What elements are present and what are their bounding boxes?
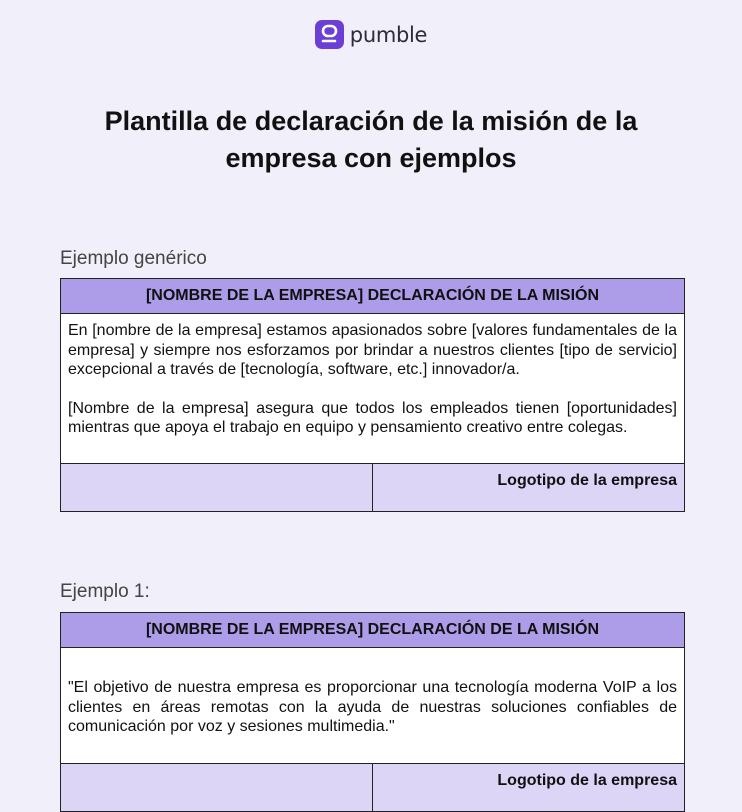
brand-name: pumble: [349, 22, 428, 47]
table-footer: [61, 464, 684, 511]
pumble-logo-icon: [315, 20, 344, 49]
body-paragraph: En [nombre de la empresa] estamos apasionados sobre [valores fundamentales de la empresa] y siempre nos esforzamos por brindar a nuestros clientes [tipo de servicio] excepcional a través de [tecnología, software, etc.] innovador/a.: [68, 322, 677, 378]
section-label-example-1: Ejemplo 1:: [60, 581, 150, 602]
table-body: [61, 648, 684, 764]
pumble-logo[interactable]: [315, 20, 427, 49]
section-label-generic: Ejemplo genérico: [60, 248, 207, 269]
company-logo-placeholder: Logotipo de la empresa: [373, 464, 684, 511]
header: [0, 20, 742, 49]
mission-table-generic: [60, 278, 685, 512]
page-title: Plantilla de declaración de la misión de la empresa con ejemplos: [104, 106, 638, 173]
table-body: [61, 314, 684, 464]
body-paragraph: [Nombre de la empresa] asegura que todos los empleados tienen [oportunidades] mientras que apoya el trabajo en equipo y pensamiento creativo entre colegas.: [68, 399, 677, 436]
mission-table-example-1: [60, 612, 685, 812]
table-header: [NOMBRE DE LA EMPRESA] DECLARACIÓN DE LA MISIÓN: [61, 279, 684, 314]
company-logo-placeholder: Logotipo de la empresa: [373, 764, 684, 811]
body-paragraph: "El objetivo de nuestra empresa es proporcionar una tecnología moderna VoIP a los clientes en áreas remotas con la ayuda de nuestras soluciones confiables de comunicación por voz y sesiones multimedia.": [68, 679, 677, 735]
footer-empty-cell: [61, 464, 373, 511]
footer-empty-cell: [61, 764, 373, 811]
table-footer: [61, 764, 684, 811]
table-header: [NOMBRE DE LA EMPRESA] DECLARACIÓN DE LA MISIÓN: [61, 613, 684, 648]
